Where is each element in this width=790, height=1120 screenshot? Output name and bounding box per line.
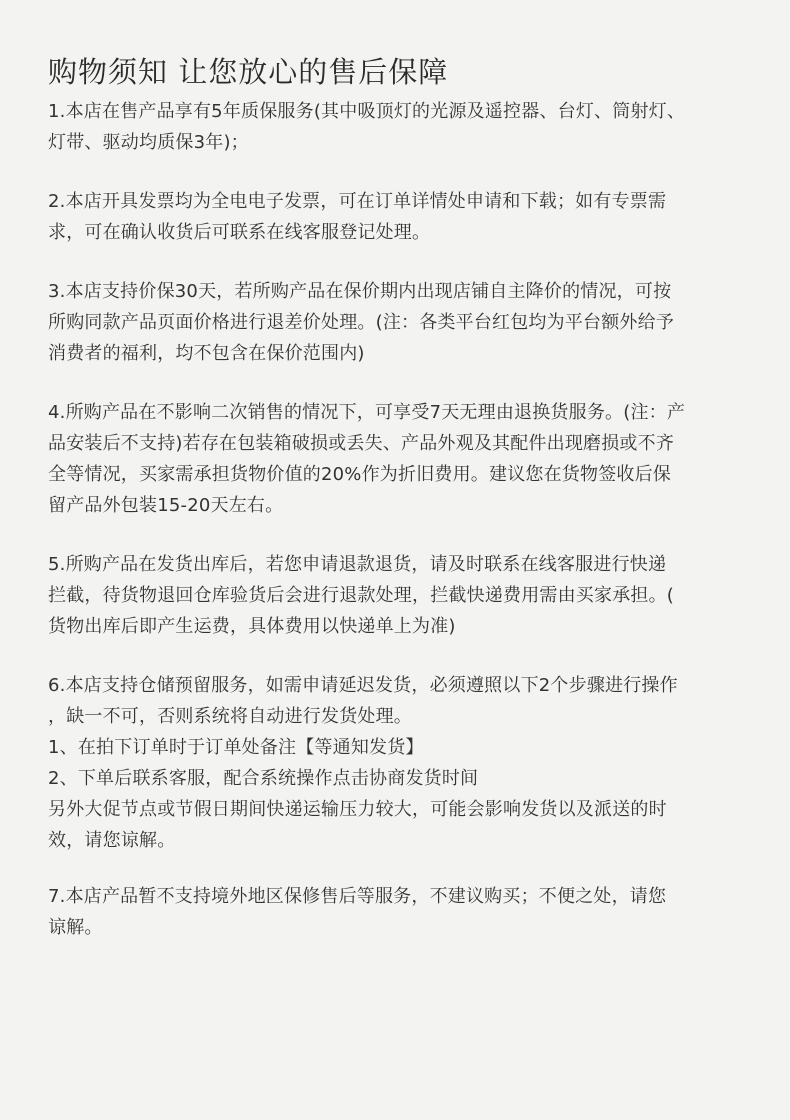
- notice-line: 1.本店在售产品享有5年质保服务(其中吸顶灯的光源及遥控器、台灯、筒射灯、: [48, 101, 686, 122]
- notice-item-overseas: [48, 881, 750, 943]
- notice-line: ，缺一不可，否则系统将自动进行发货处理。: [48, 706, 412, 727]
- notice-line: 5.所购产品在发货出库后，若您申请退款退货，请及时联系在线客服进行快递: [48, 554, 667, 575]
- notice-line: 谅解。: [48, 917, 103, 938]
- notice-line: 品安装后不支持)若存在包装箱破损或丢失、产品外观及其配件出现磨损或不齐: [48, 433, 675, 454]
- notice-item-warranty: [48, 96, 750, 158]
- notice-line: 留产品外包装15-20天左右。: [48, 495, 284, 516]
- notice-item-price-protection: [48, 276, 750, 369]
- page-title: 购物须知 让您放心的售后保障: [48, 55, 449, 89]
- notice-item-invoice: [48, 186, 750, 248]
- notice-line: 4.所购产品在不影响二次销售的情况下，可享受7天无理由退换货服务。(注：产: [48, 402, 686, 423]
- notice-line: 7.本店产品暂不支持境外地区保修售后等服务，不建议购买；不便之处，请您: [48, 886, 667, 907]
- notice-line: 所购同款产品页面价格进行退差价处理。(注：各类平台红包均为平台额外给予: [48, 312, 675, 333]
- notice-line: 2.本店开具发票均为全电电子发票，可在订单详情处申请和下载；如有专票需: [48, 191, 667, 212]
- notice-line: 效，请您谅解。: [48, 830, 176, 851]
- notice-line: 3.本店支持价保30天，若所购产品在保价期内出现店铺自主降价的情况，可按: [48, 281, 672, 302]
- notice-line: 货物出库后即产生运费，具体费用以快递单上为准): [48, 616, 456, 637]
- notice-step: 2、下单后联系客服，配合系统操作点击协商发货时间: [48, 768, 479, 789]
- notice-line: 灯带、驱动均质保3年)；: [48, 132, 249, 153]
- notice-item-returns: [48, 397, 750, 521]
- notice-line: 拦截，待货物退回仓库验货后会进行退款处理，拦截快递费用需由买家承担。(: [48, 585, 675, 606]
- notice-item-delayed-shipping: [48, 670, 750, 856]
- notice-line: 全等情况，买家需承担货物价值的20%作为折旧费用。建议您在货物签收后保: [48, 464, 672, 485]
- notice-step: 1、在拍下订单时于订单处备注【等通知发货】: [48, 737, 424, 758]
- notice-line: 消费者的福利，均不包含在保价范围内): [48, 343, 365, 364]
- notice-line: 求，可在确认收货后可联系在线客服登记处理。: [48, 222, 431, 243]
- notice-item-shipped-refund: [48, 549, 750, 642]
- notice-line: 另外大促节点或节假日期间快递运输压力较大，可能会影响发货以及派送的时: [48, 799, 667, 820]
- notice-line: 6.本店支持仓储预留服务，如需申请延迟发货，必须遵照以下2个步骤进行操作: [48, 675, 678, 696]
